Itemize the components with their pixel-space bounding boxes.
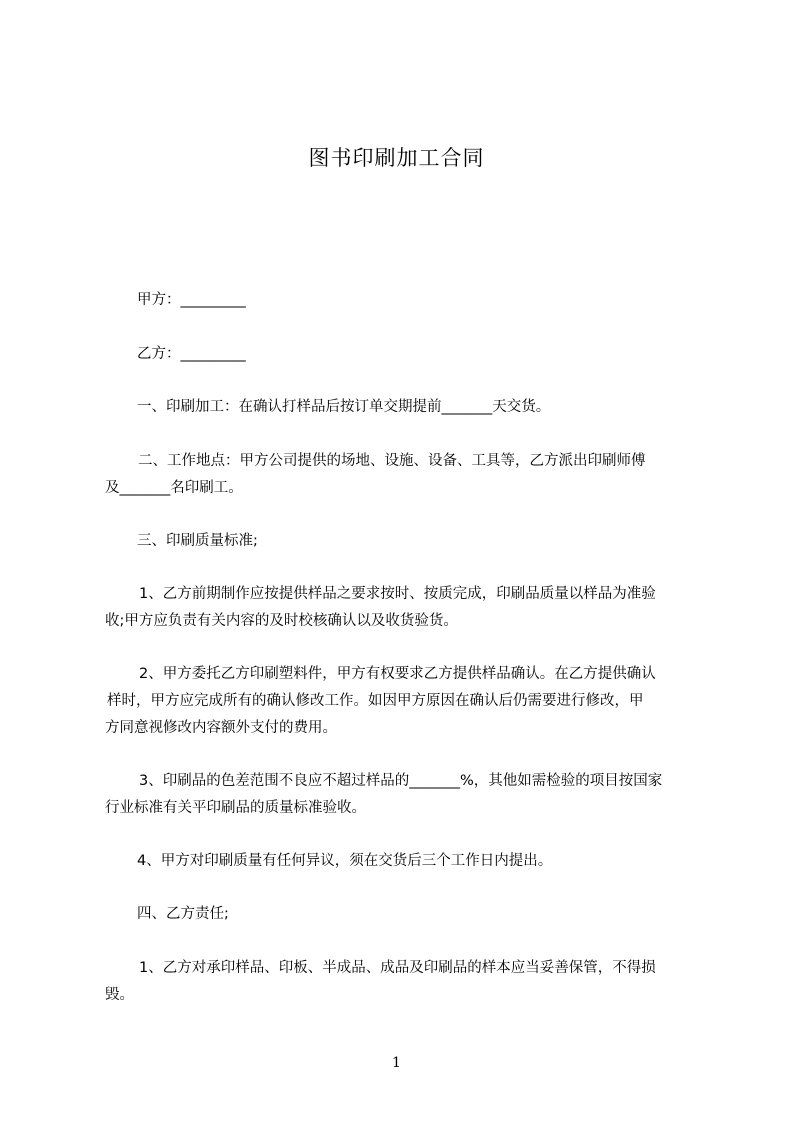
section-2-line-1: 二、工作地点：甲方公司提供的场地、设施、设备、工具等，乙方派出印刷师傅 <box>138 453 646 469</box>
section-2-line-2: 及_______名印刷工。 <box>105 480 243 496</box>
item-3-2-line-1: 2、甲方委托乙方印刷塑料件，甲方有权要求乙方提供样品确认。在乙方提供确认 <box>139 666 656 682</box>
item-4-1-line-1: 1、乙方对承印样品、印板、半成品、成品及印刷品的样本应当妥善保管，不得损 <box>139 960 656 976</box>
section-3-heading: 三、印刷质量标准; <box>137 533 258 549</box>
page-number: 1 <box>392 1055 401 1071</box>
item-3-2-line-2: 样时，甲方应完成所有的确认修改工作。如因甲方原因在确认后仍需要进行修改，甲 <box>107 693 644 709</box>
party-b-line: 乙方：_________ <box>137 346 246 362</box>
section-1-printing-processing: 一、印刷加工：在确认打样品后按订单交期提前_______天交货。 <box>137 399 551 415</box>
item-3-2-line-3: 方同意视修改内容额外支付的费用。 <box>105 720 337 736</box>
party-a-line: 甲方：_________ <box>137 292 246 308</box>
item-3-1-line-2: 收;甲方应负责有关内容的及时校核确认以及收货验货。 <box>105 613 458 629</box>
item-4-1-line-2: 毁。 <box>105 987 134 1003</box>
item-3-4: 4、甲方对印刷质量有任何异议，须在交货后三个工作日内提出。 <box>137 853 553 869</box>
item-3-3-line-1: 3、印刷品的色差范围不良应不超过样品的_______%，其他如需检验的项目按国家 <box>139 773 663 789</box>
item-3-1-line-1: 1、乙方前期制作应按提供样品之要求按时、按质完成，印刷品质量以样品为准验 <box>139 586 656 602</box>
section-4-heading: 四、乙方责任; <box>137 906 229 922</box>
item-3-3-line-2: 行业标准有关平印刷品的质量标准验收。 <box>105 800 366 816</box>
document-title: 图书印刷加工合同 <box>308 146 485 170</box>
